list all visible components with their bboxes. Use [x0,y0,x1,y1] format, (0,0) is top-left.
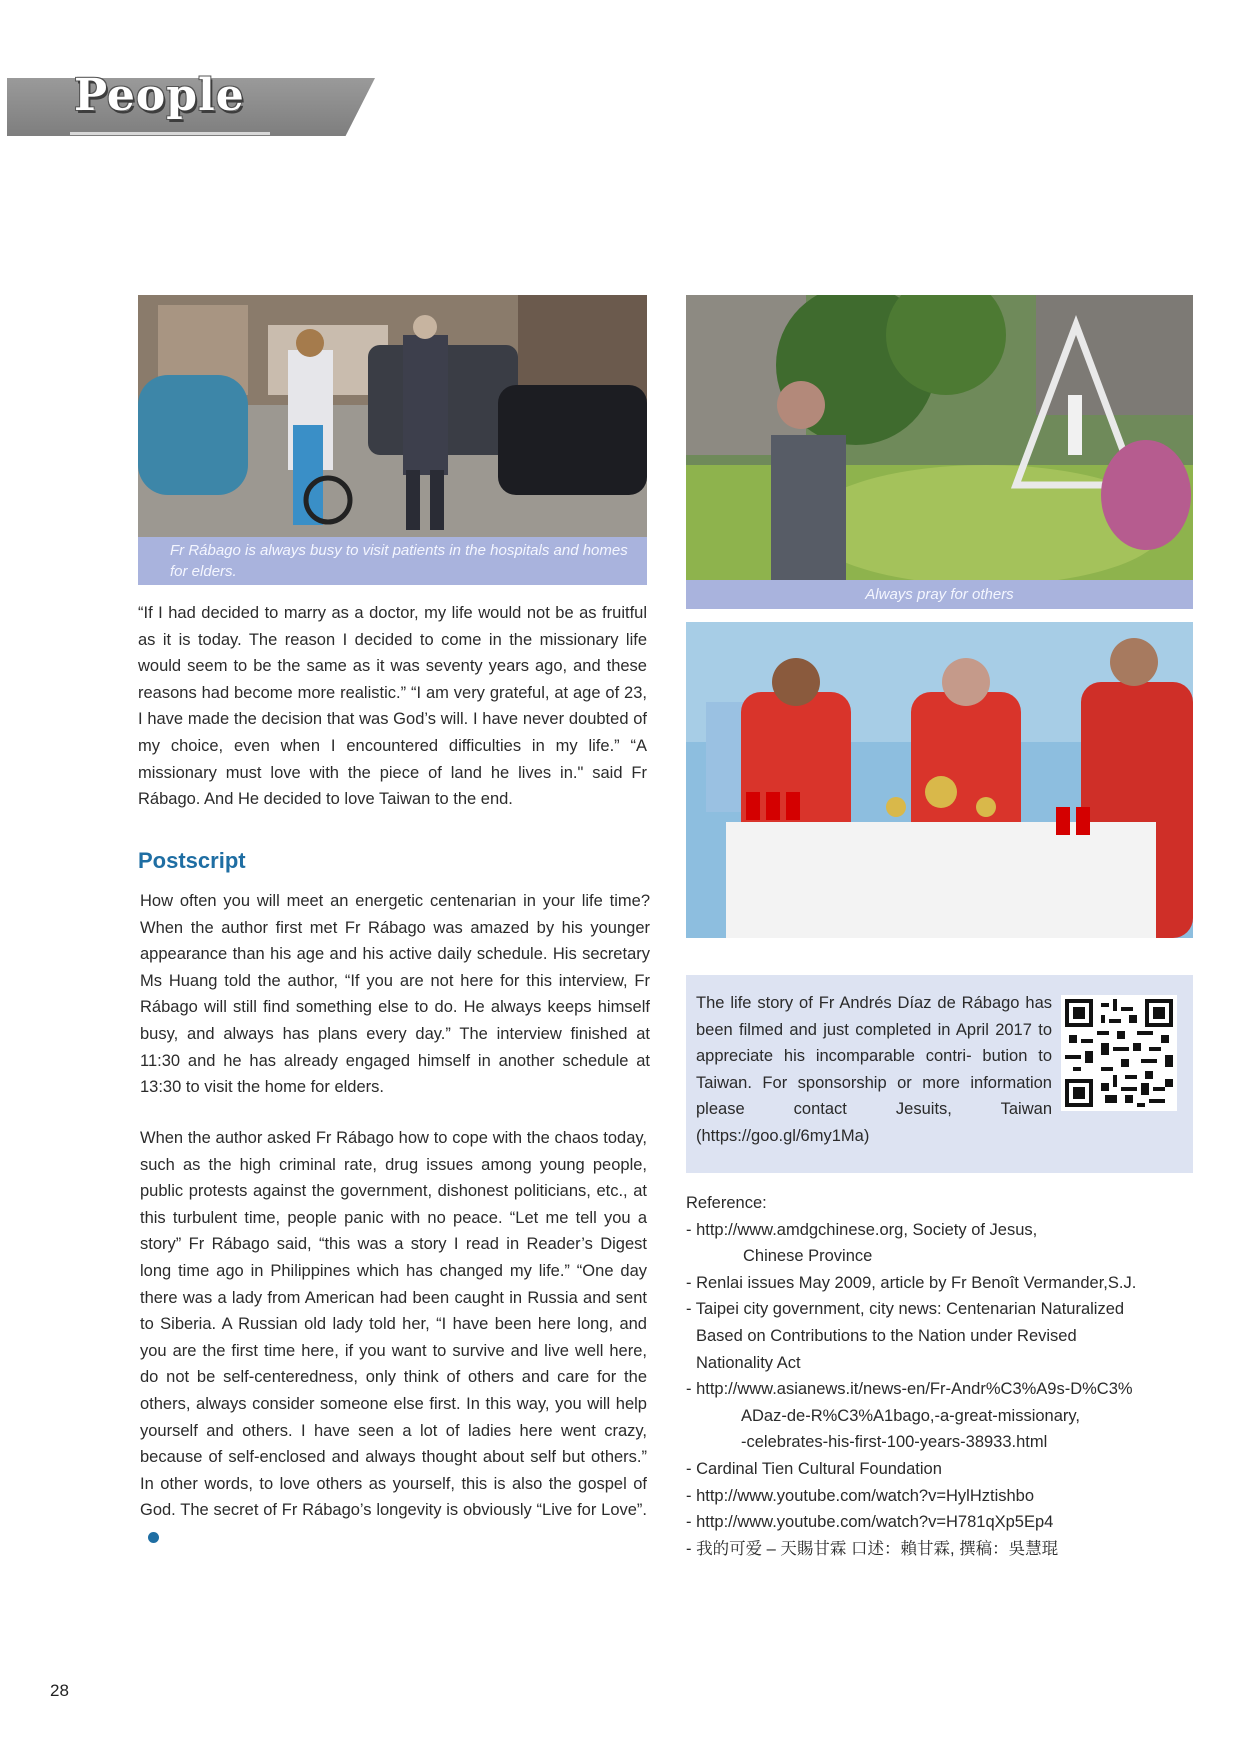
end-of-article-dot [148,1532,159,1543]
reference-item[interactable]: - http://www.amdgchinese.org, Society of Jesus, [686,1220,1038,1239]
reference-item: Nationality Act [696,1353,801,1372]
reference-item: - 我的可爱 – 天賜甘霖 口述：賴甘霖, 撰稿：吳慧琨 [686,1539,1059,1558]
qr-code-icon[interactable] [1061,995,1177,1111]
article-paragraph-1: “If I had decided to marry as a doctor, my life would not be as fruitful as it is today. The reason I decided to come in the missionary life would seem to be the same as it was seventy years ago, and these reasons had become more realistic.” “I am very grateful, at age of 23, I have made the decision that was God’s will. I have never doubted of my choice, even when I encountered difficulties in my life.” “A missionary must love with the piece of land he lives in." said Fr Rábago. And He decided to love Taiwan to the end. [138,604,647,809]
reference-heading: Reference: [686,1194,767,1212]
reference-item[interactable]: -celebrates-his-first-100-years-38933.html [741,1433,1048,1452]
page-number: 28 [50,1681,69,1700]
banner-underline [70,132,270,135]
reference-item[interactable]: - http://www.youtube.com/watch?v=H781qXp5Ep4 [686,1513,1054,1532]
reference-item[interactable]: - http://www.youtube.com/watch?v=HylHztishbo [686,1486,1035,1505]
reference-item[interactable]: - http://www.asianews.it/news-en/Fr-Andr%C3%A9s-D%C3% [686,1380,1133,1399]
postscript-heading: Postscript [138,848,246,873]
article-paragraph-3 [140,1125,647,1551]
reference-item: - Renlai issues May 2009, article by Fr Benoît Vermander,S.J. [686,1273,1137,1292]
reference-item: Chinese Province [743,1247,873,1266]
reference-item: - Cardinal Tien Cultural Foundation [686,1459,942,1478]
reference-item: - Taipei city government, city news: Centenarian Naturalized [686,1300,1125,1319]
film-info-text: The life story of Fr Andrés Díaz de Rábago has been filmed and just completed in April 2017 to appreciate his incomparable contri- bution to Taiwan. For sponsorship or more information please contact Jesuits, Taiwan (https://goo.gl/6my1Ma) [696,994,1052,1145]
street-photo [138,295,647,537]
reference-list [686,1190,1196,1562]
mass-photo [686,622,1193,938]
reference-item[interactable]: ADaz-de-R%C3%A1bago,-a-great-missionary, [741,1406,1080,1425]
reference-item: Based on Contributions to the Nation under Revised [696,1326,1077,1345]
article-paragraph-3-text: When the author asked Fr Rábago how to cope with the chaos today, such as the high criminal rate, drug issues among young people, public protests against the government, dishonest politicians, etc., at this turbulent time, people panic with no peace. “Let me tell you a story” Fr Rábago said, “this was a story I read in Reader’s Digest long time ago in Philippines which has changed my life.” “One day there was a lady from American had been caught in Russia and sent to Siberia. A Russian old lady told her, “I have been here long, and you are the first time here, if you want to survive and live well here, do not be self-centeredness, only think of others and care for the others, always consider someone else first. In this way, you will help yourself and others. I have seen a lot of ladies here went crazy, because of self-enclosed and always thought about self but others.” In other words, to love others as yourself, this is also the gospel of God. The secret of Fr Rábago’s longevity is obviously “Live for Love”. [140,1129,647,1520]
section-title: People [74,70,245,121]
street-photo-caption: Fr Rábago is always busy to visit patients in the hospitals and homes for elders. [138,537,647,585]
article-paragraph-2: How often you will meet an energetic centenarian in your life time? When the author first met Fr Rábago was amazed by his younger appearance than his age and his active daily schedule. His secretary Ms Huang told the author, “If you are not here for this interview, Fr Rábago will still find something else to do. He always keeps himself busy, and always has plans every day.” The interview finished at 11:30 and he has already engaged himself in another schedule at 13:30 to visit the home for elders. [140,892,650,1097]
garden-photo-caption: Always pray for others [686,580,1193,609]
garden-photo [686,295,1193,580]
